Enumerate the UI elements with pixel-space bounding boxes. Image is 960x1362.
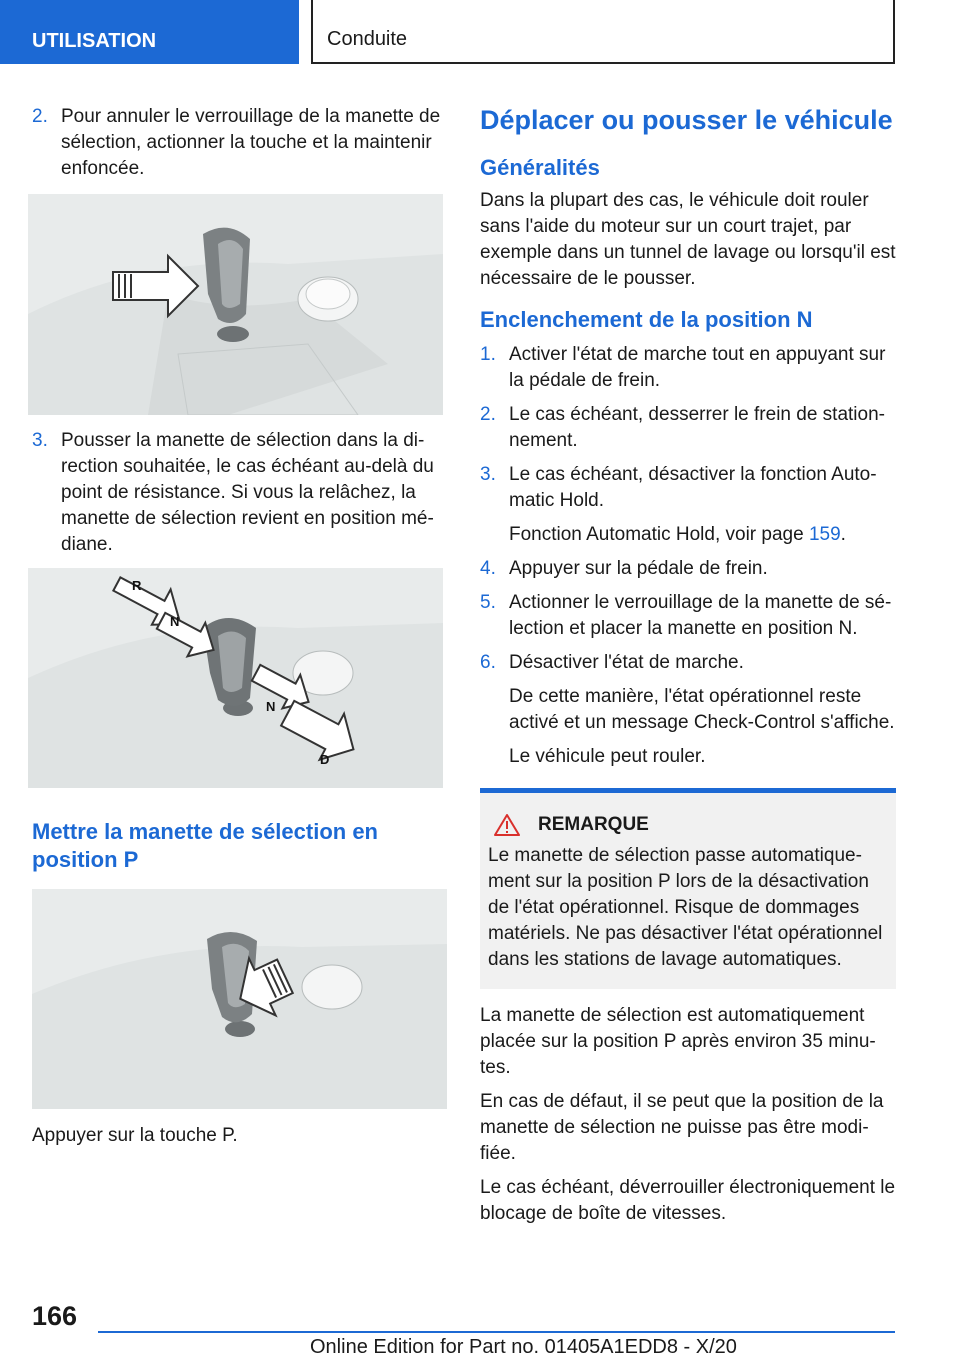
step-text: Appuyer sur la pédale de frein.: [509, 558, 768, 579]
figure-p-button: [32, 889, 447, 1109]
section-tab[interactable]: UTILISATION: [0, 0, 299, 64]
chapter-title: Conduite: [311, 0, 895, 64]
n-step-1: [480, 342, 896, 394]
reference-suffix: .: [840, 524, 846, 545]
park-section: [32, 818, 444, 880]
step-number: 5.: [480, 592, 496, 613]
park-heading: Mettre la manette de sélection en position P: [32, 819, 378, 872]
warning-note: [480, 788, 896, 989]
direction-label-n-up: N: [170, 614, 180, 629]
step-6-detail: De cette manière, l'état opérationnel reste activé et un message Check-Control s'affiche.: [509, 686, 895, 733]
direction-label-r: R: [132, 578, 142, 593]
p-button-illustration: [32, 889, 447, 1109]
edition-text: Online Edition for Part no. 01405A1EDD8 - X/20: [310, 1336, 737, 1358]
selector-lever-illustration: [28, 194, 443, 415]
step-text: Actionner le verrouillage de la manette de sélection et placer la manette en position N.: [509, 592, 892, 639]
step-number: 6.: [480, 652, 496, 673]
reference-prefix: Fonction Automatic Hold, voir page: [509, 524, 809, 545]
selector-direction-illustration: [28, 568, 443, 788]
section-title: Déplacer ou pousser le véhicule: [480, 105, 893, 135]
page-link-159[interactable]: 159: [808, 524, 841, 545]
figure-selector-lever-button: [28, 194, 443, 415]
warning-triangle-icon: [494, 813, 520, 837]
figure-selector-directions: [28, 568, 443, 788]
unlock-text: Le cas échéant, déverrouiller électroniquement le blocage de boîte de vitesses.: [480, 1177, 896, 1224]
step-number: 3.: [32, 430, 48, 451]
general-heading: Généralités: [480, 155, 600, 180]
step-3-reference: [480, 522, 896, 548]
note-text: Le manette de sélection passe automatiquement sur la position P lors de la désactivation de l'état opérationnel. Risque de dommages matériels. Ne pas désactiver l'état opérationnel dans les stations de lavage automatiques.: [488, 845, 883, 970]
n-step-6: [480, 650, 896, 676]
general-text: Dans la plupart des cas, le véhicule doit rouler sans l'aide du moteur sur un court trajet, par exemple dans un tunnel de lavage ou lorsqu'il est nécessaire de le pousser.: [480, 190, 896, 289]
n-position-heading: Enclenchement de la position N: [480, 307, 813, 332]
step-2-unlock: [32, 104, 444, 182]
n-step-4: [480, 556, 896, 582]
step-number: 3.: [480, 464, 496, 485]
note-title: REMARQUE: [538, 814, 649, 835]
step-number: 4.: [480, 558, 496, 579]
step-6-result: Le véhicule peut rouler.: [509, 746, 706, 767]
step-text: Activer l'état de marche tout en appuyant sur la pédale de frein.: [509, 344, 886, 391]
fault-text: En cas de défaut, il se peut que la position de la manette de sélection ne puisse pas être modifiée.: [480, 1091, 884, 1164]
direction-label-n-down: N: [266, 699, 276, 714]
park-instruction: [32, 1123, 444, 1157]
step-number: 1.: [480, 344, 496, 365]
page-number: 166: [32, 1301, 78, 1331]
step-number: 2.: [32, 106, 48, 127]
step-text: Pour annuler le verrouillage de la manette de sélection, actionner la touche et la maintenir enfoncée.: [61, 106, 441, 179]
auto-park-text: La manette de sélection est automatiquement placée sur la position P après environ 35 minutes.: [480, 1005, 876, 1078]
left-column-mid: [32, 428, 444, 566]
footer-rule: [98, 1331, 895, 1333]
n-step-2: [480, 402, 896, 454]
n-step-3: [480, 462, 896, 514]
step-text: Désactiver l'état de marche.: [509, 652, 744, 673]
step-number: 2.: [480, 404, 496, 425]
step-text: Le cas échéant, désactiver la fonction Automatic Hold.: [509, 464, 877, 511]
right-column: [480, 104, 896, 1235]
left-column: [32, 104, 444, 190]
step-3-push: [32, 428, 444, 558]
n-step-5: [480, 590, 896, 642]
note-header: [488, 813, 888, 837]
step-text: Pousser la manette de sélection dans la direction souhaitée, le cas échéant au-delà du point de résistance. Si vous la relâchez, la manette de sélection revient en position médiane.: [61, 430, 434, 555]
direction-label-d: D: [320, 752, 330, 767]
step-text: Le cas échéant, desserrer le frein de stationnement.: [509, 404, 885, 451]
park-text: Appuyer sur la touche P.: [32, 1125, 238, 1146]
